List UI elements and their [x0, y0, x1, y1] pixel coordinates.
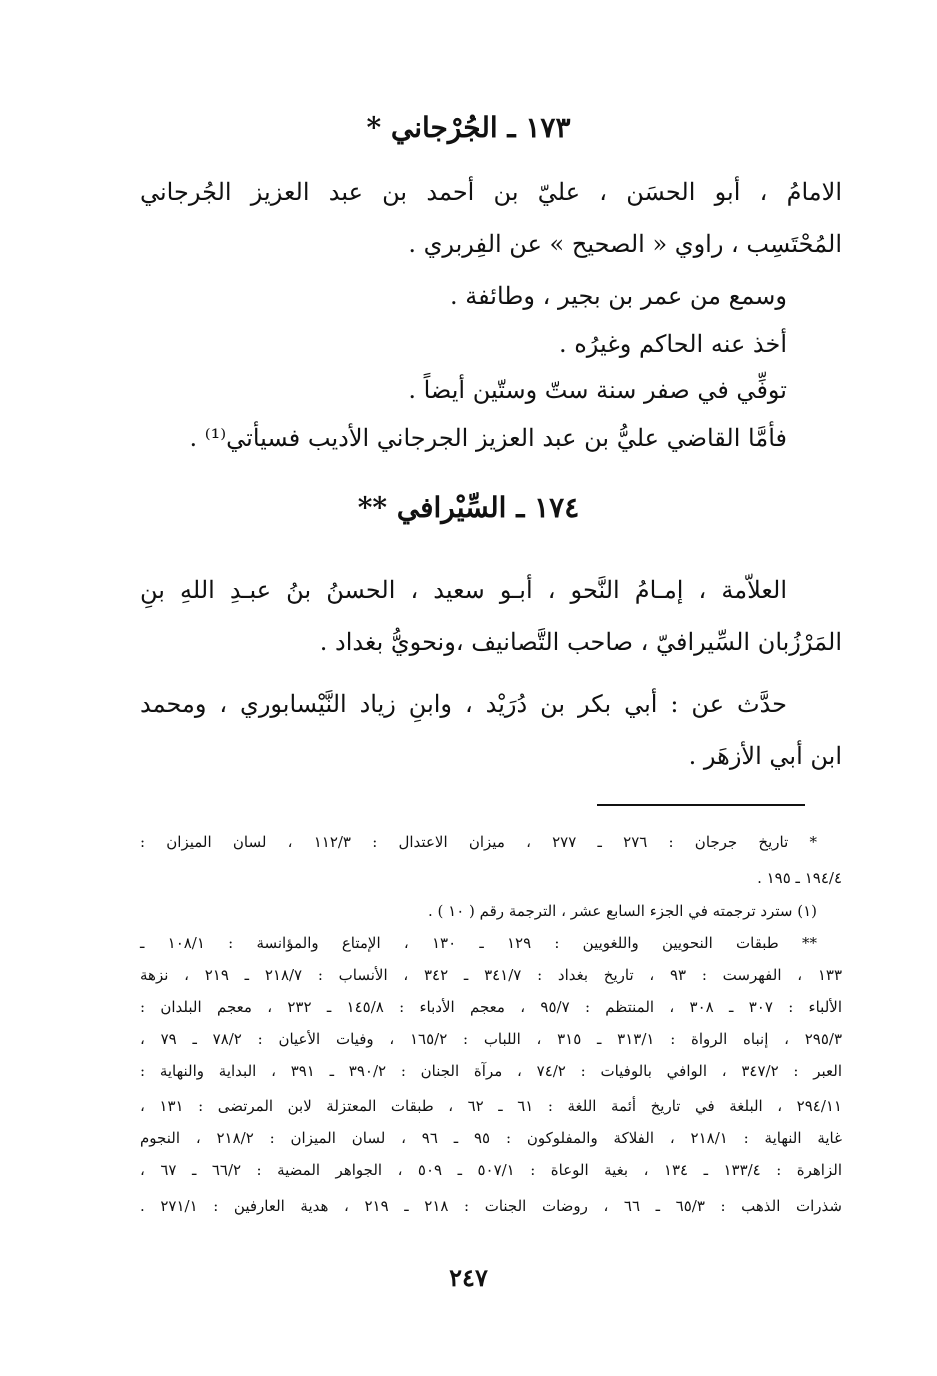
footnote-line-3: (١) سترد ترجمته في الجزء السابع عشر ، الترجمة رقم ( ١٠ ) .: [427, 902, 817, 920]
footnote-line-1: * تاريخ جرجان : ٢٧٦ ـ ٢٧٧ ، ميزان الاعتدال : ١١٢/٣ ، لسان الميزان :: [140, 833, 817, 851]
footnote-line-9: ٢٩٤/١١ ، البلغة في تاريخ أئمة اللغة : ٦١ ـ ٦٢ ، طبقات المعتزلة لابن المرتضى : ١٣١ ،: [140, 1097, 842, 1115]
footnote-line-12: شذرات الذهب : ٦٥/٣ ـ ٦٦ ، روضات الجنات : ٢١٨ ـ ٢١٩ ، هدية العارفين : ٢٧١/١ .: [140, 1197, 842, 1215]
footnote-line-2: ١٩٤/٤ ـ ١٩٥ .: [757, 869, 842, 887]
footnote-line-8: العبر : ٣٤٧/٢ ، الوافي بالوفيات : ٧٤/٢ ، مرآة الجنان : ٣٩٠/٢ ـ ٣٩١ ، البداية والنهاية :: [140, 1062, 843, 1080]
entry-173-line-3: وسمع من عمر بن بجير ، وطائفة .: [450, 282, 787, 310]
footnote-line-5: ١٣٣ ، الفهرست : ٩٣ ، تاريخ بغداد : ٣٤١/٧ ـ ٣٤٢ ، الأنساب : ٢١٨/٧ ـ ٢١٩ ، نزهة: [140, 966, 842, 984]
entry-174-heading: ١٧٤ ـ السِّيْرافي **: [357, 491, 580, 524]
footnote-line-7: ٢٩٥/٣ ، إنباه الرواة : ٣١٣/١ ـ ٣١٥ ، اللباب : ١٦٥/٢ ، وفيات الأعيان : ٧٨/٢ ـ ٧٩ ،: [140, 1030, 842, 1048]
footnote-separator: [597, 804, 805, 806]
footnote-line-6: الألباء : ٣٠٧ ـ ٣٠٨ ، المنتظم : ٩٥/٧ ، معجم الأدباء : ١٤٥/٨ ـ ٢٣٢ ، معجم البلدان :: [140, 998, 843, 1016]
entry-173-heading: ١٧٣ ـ الجُرْجاني *: [366, 111, 571, 144]
footnote-line-10: غاية النهاية : ٢١٨/١ ، الفلاكة والمفلوكون : ٩٥ ـ ٩٦ ، لسان الميزان : ٢١٨/٢ ، النجوم: [140, 1129, 842, 1147]
entry-173-line-6: فأمَّا القاضي عليُّ بن عبد العزيز الجرجاني الأديب فسيأتي⁽¹⁾ .: [189, 424, 787, 452]
page-number: ٢٤٧: [449, 1263, 488, 1292]
footnote-line-11: الزاهرة : ١٣٣/٤ ـ ١٣٤ ، بغية الوعاة : ٥٠٧/١ ـ ٥٠٩ ، الجواهر المضية : ٦٦/٢ ـ ٦٧ ،: [140, 1161, 842, 1179]
entry-173-line-1: الامامُ ، أبو الحسَن ، عليّ بن أحمد بن عبد العزيز الجُرجاني: [140, 178, 842, 206]
entry-173-line-5: توفِّي في صفر سنة ستّ وستّين أيضاً .: [408, 376, 787, 404]
footnote-line-4: ** طبقات النحويين واللغويين : ١٢٩ ـ ١٣٠ ، الإمتاع والمؤانسة : ١٠٨/١ ـ: [140, 934, 817, 952]
entry-174-line-1: العلاّمة ، إمـامُ النَّحو ، أبـو سعيد ، الحسنُ بنُ عبـدِ اللهِ بنِ: [140, 576, 787, 604]
entry-174-line-3: حدَّث عن : أبي بكر بن دُرَيْد ، وابنِ زياد النَّيْسابوري ، ومحمد: [140, 690, 787, 718]
entry-174-line-4: ابن أبي الأزهَر .: [688, 742, 842, 770]
entry-173-line-4: أخذ عنه الحاكم وغيرُه .: [558, 330, 787, 358]
entry-173-line-2: المُحْتَسِب ، راوي « الصحيح » عن الفِربري .: [408, 230, 842, 258]
entry-174-line-2: المَرْزُبان السِّيرافيّ ، صاحب التَّصانيف ،ونحويُّ بغداد .: [319, 628, 842, 656]
